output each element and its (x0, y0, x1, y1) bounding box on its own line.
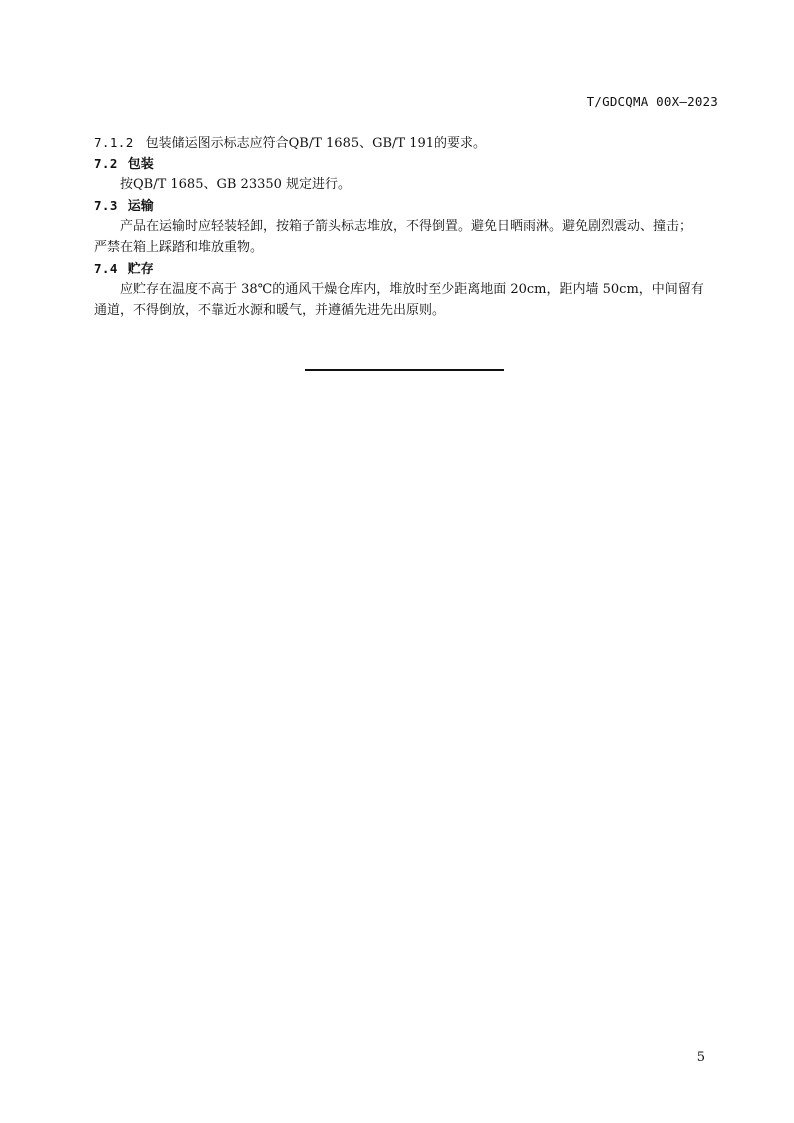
section-heading-7-4 (94, 258, 720, 279)
section-7-3-line-2: 严禁在箱上踩踏和堆放重物。 (94, 240, 264, 255)
page-number: 5 (696, 1050, 705, 1065)
document-code: T/GDCQMA 00X—2023 (586, 94, 718, 109)
section-number: 7.4 (94, 261, 118, 276)
section-number: 7.3 (94, 198, 118, 213)
section-title: 贮存 (127, 262, 154, 277)
section-heading-7-2 (94, 153, 720, 174)
section-7-4-line-2: 通道，不得倒放，不靠近水源和暖气，并遵循先进先出原则。 (94, 303, 446, 318)
document-body (94, 132, 720, 321)
section-number: 7.2 (94, 156, 118, 171)
end-of-document-rule (305, 369, 504, 371)
section-7-2-line-1: 按QB/T 1685、GB 23350 规定进行。 (120, 177, 352, 192)
section-title: 运输 (127, 199, 154, 214)
section-title: 包装 (127, 157, 154, 172)
clause-text: 包装储运图示标志应符合QB/T 1685、GB/T 191的要求。 (145, 136, 487, 151)
clause-7-1-2 (94, 132, 720, 153)
section-7-4-line-1: 应贮存在温度不高于 38℃的通风干燥仓库内，堆放时至少距离地面 20cm，距内墙 50cm，中间留有 (120, 282, 704, 297)
section-heading-7-3 (94, 195, 720, 216)
section-7-3-line-1: 产品在运输时应轻装轻卸，按箱子箭头标志堆放，不得倒置。避免日晒雨淋。避免剧烈震动、撞击； (120, 219, 693, 234)
clause-number: 7.1.2 (94, 135, 134, 150)
